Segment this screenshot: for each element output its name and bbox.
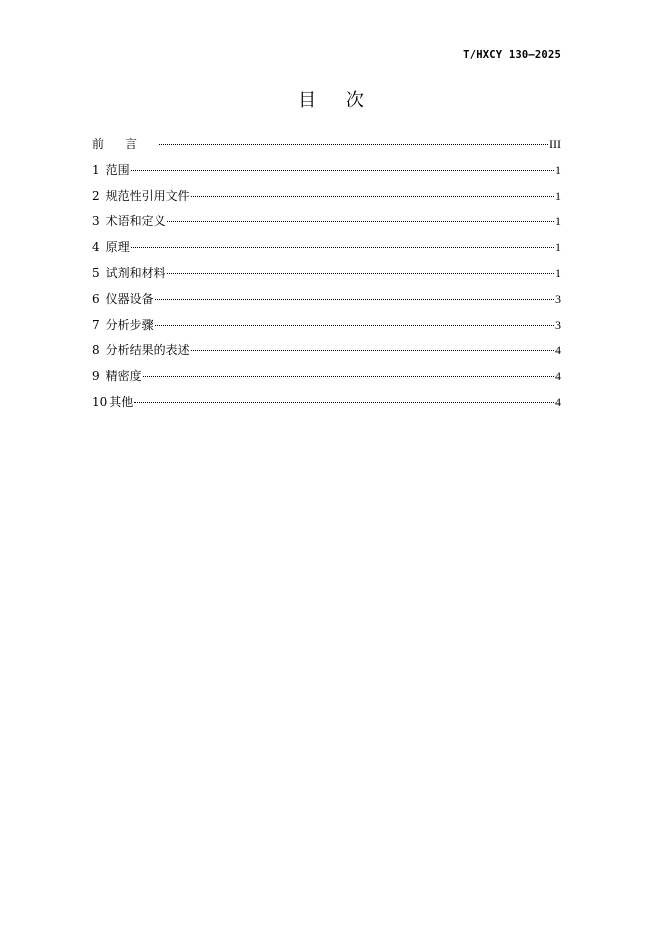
toc-entry-number: 9: [92, 369, 100, 384]
toc-entry-text: 其他: [109, 394, 134, 409]
dot-leader: [159, 144, 548, 145]
toc-entry-label: [92, 212, 166, 230]
toc-entry-text: 分析结果的表述: [105, 343, 190, 358]
dot-leader: [167, 273, 554, 274]
toc-entry-7[interactable]: [92, 316, 561, 342]
toc-entry-number: 2: [92, 188, 100, 203]
toc-entry-label: [92, 187, 190, 205]
toc-entry-1[interactable]: [92, 161, 561, 187]
toc-entry-8[interactable]: [92, 341, 561, 367]
toc-entry-text: 原理: [105, 240, 130, 255]
toc-entry-number: 10: [92, 394, 108, 409]
toc-entry-label: 前言: [92, 137, 159, 151]
toc-entry-text: 范围: [105, 162, 130, 177]
toc-entry-9[interactable]: [92, 367, 561, 393]
toc-entry-text: 分析步骤: [105, 317, 154, 332]
toc-entry-4[interactable]: [92, 238, 561, 264]
toc-entry-page: 1: [555, 214, 561, 229]
toc-entry-label: [92, 290, 154, 308]
toc-entry-10[interactable]: [92, 393, 561, 419]
toc-entry-5[interactable]: [92, 264, 561, 290]
toc-entry-6[interactable]: [92, 290, 561, 316]
toc-entry-label: [92, 341, 190, 359]
dot-leader: [143, 376, 554, 377]
toc-entry-3[interactable]: [92, 212, 561, 238]
toc-entry-page: 4: [555, 343, 561, 358]
toc-entry-number: 3: [92, 214, 100, 229]
toc-entry-text: 试剂和材料: [105, 265, 166, 280]
toc-entry-number: 6: [92, 291, 100, 306]
toc-entry-label: [92, 161, 130, 179]
toc-entry-number: 7: [92, 317, 100, 332]
toc-entry-2[interactable]: [92, 187, 561, 213]
standard-code: T/HXCY 130—2025: [463, 49, 561, 61]
toc-entry-label: [92, 238, 130, 256]
toc-entry-number: 8: [92, 343, 100, 358]
toc-entry-label: [92, 316, 154, 334]
dot-leader: [155, 325, 554, 326]
toc-entry-text: 精密度: [105, 369, 142, 384]
toc-entry-page: III: [549, 137, 561, 151]
dot-leader: [167, 221, 554, 222]
toc-entry-label: [92, 367, 142, 385]
toc-entry-number: 1: [92, 162, 100, 177]
toc-entry-page: 1: [555, 188, 561, 203]
dot-leader: [155, 299, 554, 300]
toc-entry-page: 1: [555, 240, 561, 255]
toc-entry-text: 规范性引用文件: [105, 188, 190, 203]
dot-leader: [191, 196, 554, 197]
toc-entry-preface[interactable]: [92, 135, 561, 161]
dot-leader: [191, 350, 554, 351]
toc-entry-number: 5: [92, 265, 100, 280]
toc-entry-page: 3: [555, 291, 561, 306]
toc-title: 目 次: [298, 90, 376, 111]
toc-entry-page: 1: [555, 265, 561, 280]
toc-entry-page: 4: [555, 394, 561, 409]
toc-entry-page: 4: [555, 369, 561, 384]
toc-entry-page: 3: [555, 317, 561, 332]
toc-entry-text: 术语和定义: [105, 214, 166, 229]
toc-entry-text: 仪器设备: [105, 291, 154, 306]
toc-entry-number: 4: [92, 240, 100, 255]
dot-leader: [134, 402, 554, 403]
dot-leader: [131, 170, 554, 171]
dot-leader: [131, 247, 554, 248]
toc-entry-label: [92, 393, 133, 411]
table-of-contents: [92, 135, 561, 419]
toc-entry-label: [92, 264, 166, 282]
toc-entry-page: 1: [555, 162, 561, 177]
